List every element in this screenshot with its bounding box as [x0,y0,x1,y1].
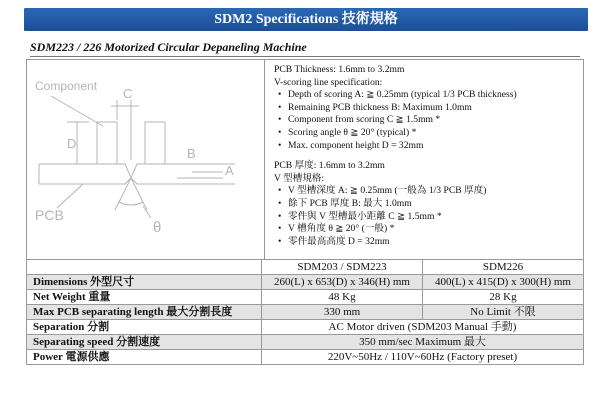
row-value: 48 Kg [262,290,423,305]
spec-item: • Depth of scoring A: ≧ 0.25mm (typical 1/3 PCB thickness) [288,89,579,102]
row-value: 330 mm [262,305,423,320]
vscore-heading-en: V-scoring line specification: [274,76,383,88]
row-label: Max PCB separating length 最大分割長度 [27,305,262,320]
v-score-diagram [27,60,265,260]
row-label: Separating speed 分割速度 [27,335,262,350]
spec-item: • V 槽角度 θ ≧ 20° (一般) * [288,223,579,236]
theta-label: θ [153,219,162,236]
thickness-en: PCB Thickness: 1.6mm to 3.2mm [274,64,405,75]
diagram-svg [27,60,265,260]
row-value: No Limit 不限 [423,305,584,320]
dim-d-label: D [67,136,77,151]
row-label: Net Weight 重量 [27,290,262,305]
row-value: 220V~50Hz / 110V~60Hz (Factory preset) [262,350,584,365]
model-header-2: SDM226 [423,260,584,275]
spec-item: • 餘下 PCB 厚度 B: 最大 1.0mm [288,198,579,211]
dim-a-label: A [225,163,234,178]
row-label: Separation 分割 [27,320,262,335]
spec-item: • Remaining PCB thickness B: Maximum 1.0mm [288,102,579,115]
spec-list-zh [274,185,579,248]
component-right-shape [145,122,165,164]
model-header-1: SDM203 / SDM223 [262,260,423,275]
table-row [27,350,584,365]
row-value: AC Motor driven (SDM203 Manual 手動) [262,320,584,335]
row-value: 350 mm/sec Maximum 最大 [262,335,584,350]
dim-c-label: C [123,86,133,101]
row-value: 400(L) x 415(D) x 300(H) mm [423,275,584,290]
spec-box [26,59,584,259]
row-value: 260(L) x 653(D) x 346(H) mm [262,275,423,290]
spec-list-en [274,89,579,152]
row-value: 28 Kg [423,290,584,305]
spec-item: • Component from scoring C ≧ 1.5mm * [288,114,579,127]
row-label: Dimensions 外型尺寸 [27,275,262,290]
spec-text [274,64,579,248]
spec-item: • 零件最高高度 D = 32mm [288,236,579,249]
spec-item: • Max. component height D = 32mm [288,140,579,153]
pcb-label: PCB [35,207,64,223]
row-label: Power 電源供應 [27,350,262,365]
pcb-bottom-edge [39,178,235,184]
thickness-zh: PCB 厚度: 1.6mm to 3.2mm [274,160,385,172]
dim-b-label: B [187,146,196,161]
pcb-top-edge [39,164,235,178]
table-row [27,290,584,305]
spec-item: • 零件與 V 型槽最小距離 C ≧ 1.5mm * [288,211,579,224]
table-row [27,275,584,290]
spec-item: • Scoring angle θ ≧ 20° (typical) * [288,127,579,140]
vscore-heading-zh: V 型槽規格: [274,172,325,184]
header-blank-cell [27,260,262,275]
component-left-shape [97,122,117,164]
table-row [27,335,584,350]
machine-subtitle: SDM223 / 226 Motorized Circular Depaneling Machine [30,38,580,57]
component-label: Component [35,79,98,93]
spec-item: • V 型槽深度 A: ≧ 0.25mm (一般為 1/3 PCB 厚度) [288,185,579,198]
spec-table [26,259,584,365]
page-title: SDM2 Specifications 技術規格 [24,8,588,31]
table-row [27,305,584,320]
table-row [27,320,584,335]
table-header-row [27,260,584,275]
